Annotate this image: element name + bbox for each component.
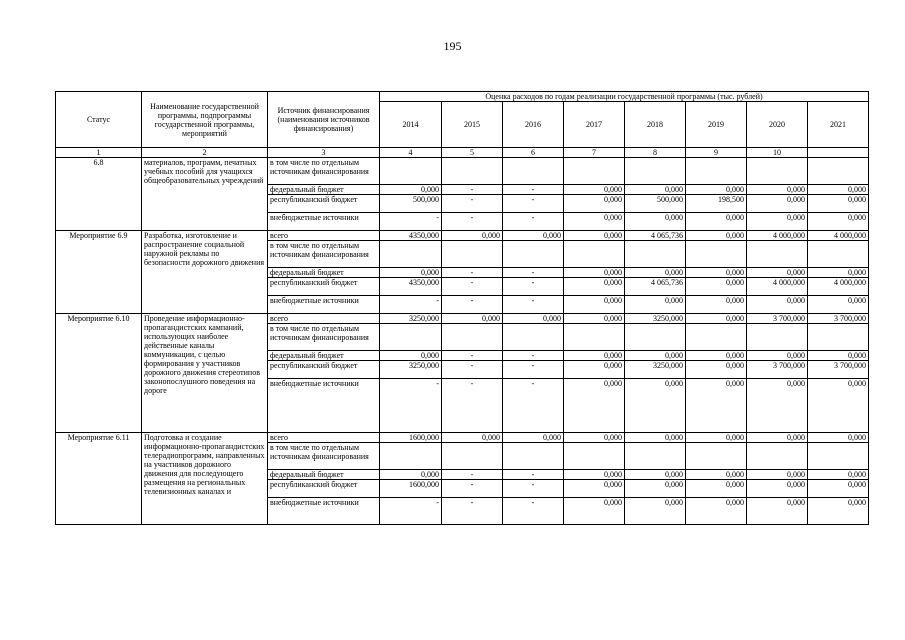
cell-value: - bbox=[503, 213, 564, 231]
table-row bbox=[56, 231, 869, 241]
cell-value bbox=[808, 443, 869, 470]
cell-value: 0,000 bbox=[808, 351, 869, 361]
cell-value: 4 000,000 bbox=[808, 231, 869, 241]
row-name: Проведение информационно-пропагандистских кампаний, использующих наиболее действенные каналы коммуникации, с целью формирования у участников дорожного движения стереотипов законопослушного поведения на дороге bbox=[142, 314, 268, 433]
column-index: 5 bbox=[442, 148, 503, 158]
column-index: 2 bbox=[142, 148, 268, 158]
cell-value: 0,000 bbox=[747, 433, 808, 443]
cell-value: 4350,000 bbox=[380, 231, 442, 241]
row-name: материалов, программ, печатных учебных пособий для учащихся общеобразовательных учреждений bbox=[142, 158, 268, 231]
cell-value: - bbox=[442, 480, 503, 498]
cell-value: 0,000 bbox=[686, 470, 747, 480]
cell-value: - bbox=[442, 185, 503, 195]
cell-value: - bbox=[442, 498, 503, 525]
funding-source: республиканский бюджет bbox=[268, 195, 380, 213]
cell-value: 0,000 bbox=[747, 480, 808, 498]
funding-source: в том числе по отдельным источникам финансирования bbox=[268, 324, 380, 351]
cell-value: 0,000 bbox=[625, 498, 686, 525]
year-header: 2021 bbox=[808, 102, 869, 148]
cell-value: 0,000 bbox=[747, 268, 808, 278]
cell-value: 0,000 bbox=[503, 314, 564, 324]
cell-value: 3 700,000 bbox=[747, 361, 808, 379]
cell-value: 0,000 bbox=[808, 213, 869, 231]
funding-source: республиканский бюджет bbox=[268, 361, 380, 379]
cell-value: 0,000 bbox=[686, 379, 747, 433]
cell-value bbox=[625, 324, 686, 351]
header-source: Источник финансирования (наименования источников финансирования) bbox=[268, 92, 380, 148]
cell-value bbox=[380, 241, 442, 268]
funding-source: республиканский бюджет bbox=[268, 480, 380, 498]
cell-value: 0,000 bbox=[625, 185, 686, 195]
funding-source: федеральный бюджет bbox=[268, 470, 380, 480]
cell-value: 0,000 bbox=[564, 278, 625, 296]
cell-value: 0,000 bbox=[564, 361, 625, 379]
cell-value: 0,000 bbox=[380, 185, 442, 195]
cell-value: 0,000 bbox=[380, 351, 442, 361]
cell-value bbox=[564, 241, 625, 268]
funding-source: в том числе по отдельным источникам финансирования bbox=[268, 158, 380, 185]
cell-value bbox=[380, 158, 442, 185]
cell-value: 0,000 bbox=[625, 433, 686, 443]
year-header: 2016 bbox=[503, 102, 564, 148]
cell-value: 0,000 bbox=[747, 498, 808, 525]
cell-value bbox=[442, 158, 503, 185]
cell-value bbox=[503, 241, 564, 268]
cell-value bbox=[625, 241, 686, 268]
cell-value: - bbox=[442, 379, 503, 433]
cell-value bbox=[686, 443, 747, 470]
cell-value bbox=[686, 241, 747, 268]
cell-value: - bbox=[503, 268, 564, 278]
cell-value: 3250,000 bbox=[380, 361, 442, 379]
funding-source: федеральный бюджет bbox=[268, 351, 380, 361]
year-header: 2018 bbox=[625, 102, 686, 148]
cell-value: 0,000 bbox=[380, 470, 442, 480]
cell-value bbox=[747, 324, 808, 351]
cell-value: 4 065,736 bbox=[625, 231, 686, 241]
cell-value bbox=[747, 158, 808, 185]
cell-value: 0,000 bbox=[625, 296, 686, 314]
cell-value: - bbox=[503, 470, 564, 480]
funding-source: федеральный бюджет bbox=[268, 268, 380, 278]
cell-value: - bbox=[442, 278, 503, 296]
cell-value: 0,000 bbox=[808, 470, 869, 480]
column-index: 8 bbox=[625, 148, 686, 158]
row-status: 6.8 bbox=[56, 158, 142, 231]
table-body bbox=[56, 158, 869, 525]
cell-value: 0,000 bbox=[564, 470, 625, 480]
cell-value: - bbox=[380, 213, 442, 231]
cell-value bbox=[380, 324, 442, 351]
cell-value: 0,000 bbox=[686, 314, 747, 324]
funding-source: республиканский бюджет bbox=[268, 278, 380, 296]
cell-value: 0,000 bbox=[808, 498, 869, 525]
cell-value: 3250,000 bbox=[380, 314, 442, 324]
funding-source: всего bbox=[268, 314, 380, 324]
cell-value: - bbox=[503, 278, 564, 296]
cell-value: - bbox=[503, 379, 564, 433]
header-status: Статус bbox=[56, 92, 142, 148]
cell-value: 0,000 bbox=[747, 379, 808, 433]
cell-value: - bbox=[503, 351, 564, 361]
cell-value bbox=[442, 324, 503, 351]
cell-value: 0,000 bbox=[564, 379, 625, 433]
cell-value bbox=[442, 241, 503, 268]
funding-source: всего bbox=[268, 433, 380, 443]
cell-value: 0,000 bbox=[686, 231, 747, 241]
cell-value: 0,000 bbox=[686, 433, 747, 443]
cell-value bbox=[686, 324, 747, 351]
budget-table bbox=[55, 91, 869, 525]
cell-value bbox=[808, 241, 869, 268]
year-header: 2019 bbox=[686, 102, 747, 148]
column-index: 9 bbox=[686, 148, 747, 158]
cell-value: 0,000 bbox=[747, 185, 808, 195]
table-row bbox=[56, 314, 869, 324]
cell-value: 0,000 bbox=[564, 351, 625, 361]
page-number: 195 bbox=[443, 39, 462, 53]
column-index: 3 bbox=[268, 148, 380, 158]
cell-value: 0,000 bbox=[564, 268, 625, 278]
year-header: 2014 bbox=[380, 102, 442, 148]
cell-value: 0,000 bbox=[503, 433, 564, 443]
cell-value: - bbox=[442, 470, 503, 480]
cell-value: 0,000 bbox=[564, 296, 625, 314]
column-index: 1 bbox=[56, 148, 142, 158]
column-index: 4 bbox=[380, 148, 442, 158]
cell-value: - bbox=[380, 296, 442, 314]
cell-value: 0,000 bbox=[686, 498, 747, 525]
cell-value: 3250,000 bbox=[625, 314, 686, 324]
funding-source: всего bbox=[268, 231, 380, 241]
cell-value bbox=[564, 443, 625, 470]
cell-value: - bbox=[442, 351, 503, 361]
header-name: Наименование государственной программы, подпрограммы государственной программы, мероприятий bbox=[142, 92, 268, 148]
cell-value: 0,000 bbox=[503, 231, 564, 241]
cell-value: - bbox=[380, 379, 442, 433]
cell-value: 0,000 bbox=[686, 268, 747, 278]
column-index: 10 bbox=[747, 148, 808, 158]
cell-value: 3 700,000 bbox=[808, 361, 869, 379]
cell-value: 4 000,000 bbox=[747, 231, 808, 241]
cell-value bbox=[808, 324, 869, 351]
cell-value bbox=[686, 158, 747, 185]
funding-source: внебюджетные источники bbox=[268, 379, 380, 433]
cell-value: 0,000 bbox=[442, 231, 503, 241]
cell-value: 0,000 bbox=[442, 314, 503, 324]
row-status: Мероприятие 6.10 bbox=[56, 314, 142, 433]
cell-value: 0,000 bbox=[625, 213, 686, 231]
table-row bbox=[56, 158, 869, 185]
cell-value bbox=[380, 443, 442, 470]
cell-value: 0,000 bbox=[808, 185, 869, 195]
funding-source: внебюджетные источники bbox=[268, 296, 380, 314]
funding-source: в том числе по отдельным источникам финансирования bbox=[268, 241, 380, 268]
cell-value: 0,000 bbox=[564, 433, 625, 443]
cell-value: 0,000 bbox=[686, 480, 747, 498]
column-index-row bbox=[56, 148, 869, 158]
cell-value: 0,000 bbox=[808, 195, 869, 213]
cell-value: 4 000,000 bbox=[747, 278, 808, 296]
cell-value bbox=[625, 443, 686, 470]
year-header: 2017 bbox=[564, 102, 625, 148]
header-estimate: Оценка расходов по годам реализации государственной программы (тыс. рублей) bbox=[380, 92, 869, 102]
cell-value: - bbox=[380, 498, 442, 525]
cell-value: 1600,000 bbox=[380, 433, 442, 443]
cell-value: - bbox=[503, 498, 564, 525]
cell-value: 0,000 bbox=[808, 379, 869, 433]
cell-value: 0,000 bbox=[564, 498, 625, 525]
cell-value bbox=[747, 241, 808, 268]
cell-value: 0,000 bbox=[747, 351, 808, 361]
cell-value: 3 700,000 bbox=[808, 314, 869, 324]
cell-value bbox=[503, 443, 564, 470]
cell-value bbox=[747, 443, 808, 470]
cell-value: 0,000 bbox=[564, 231, 625, 241]
funding-source: внебюджетные источники bbox=[268, 213, 380, 231]
cell-value: 0,000 bbox=[747, 213, 808, 231]
cell-value: 4350,000 bbox=[380, 278, 442, 296]
cell-value: - bbox=[442, 195, 503, 213]
cell-value: 0,000 bbox=[625, 480, 686, 498]
row-status: Мероприятие 6.11 bbox=[56, 433, 142, 525]
cell-value: 0,000 bbox=[564, 185, 625, 195]
cell-value: 0,000 bbox=[625, 470, 686, 480]
cell-value: 500,000 bbox=[380, 195, 442, 213]
cell-value: - bbox=[442, 213, 503, 231]
cell-value: 0,000 bbox=[808, 433, 869, 443]
cell-value: 0,000 bbox=[686, 361, 747, 379]
cell-value: - bbox=[442, 268, 503, 278]
column-index: 6 bbox=[503, 148, 564, 158]
cell-value: - bbox=[503, 296, 564, 314]
cell-value: - bbox=[442, 361, 503, 379]
cell-value bbox=[625, 158, 686, 185]
year-header: 2015 bbox=[442, 102, 503, 148]
cell-value: 0,000 bbox=[686, 185, 747, 195]
cell-value bbox=[564, 158, 625, 185]
cell-value bbox=[442, 443, 503, 470]
cell-value: 0,000 bbox=[808, 296, 869, 314]
cell-value: 0,000 bbox=[686, 278, 747, 296]
cell-value: 0,000 bbox=[808, 268, 869, 278]
cell-value: 0,000 bbox=[442, 433, 503, 443]
cell-value: 0,000 bbox=[625, 351, 686, 361]
cell-value: 0,000 bbox=[564, 314, 625, 324]
year-header: 2020 bbox=[747, 102, 808, 148]
cell-value: 4 000,000 bbox=[808, 278, 869, 296]
table-row bbox=[56, 433, 869, 443]
cell-value: 198,500 bbox=[686, 195, 747, 213]
cell-value: 0,000 bbox=[686, 213, 747, 231]
cell-value: 0,000 bbox=[686, 351, 747, 361]
funding-source: в том числе по отдельным источникам финансирования bbox=[268, 443, 380, 470]
row-status: Мероприятие 6.9 bbox=[56, 231, 142, 314]
cell-value: 500,000 bbox=[625, 195, 686, 213]
cell-value: 3250,000 bbox=[625, 361, 686, 379]
row-name: Разработка, изготовление и распространение социальной наружной рекламы по безопасности дорожного движения bbox=[142, 231, 268, 314]
cell-value: 0,000 bbox=[564, 480, 625, 498]
cell-value: - bbox=[503, 195, 564, 213]
cell-value: 0,000 bbox=[747, 296, 808, 314]
cell-value: 0,000 bbox=[686, 296, 747, 314]
cell-value: - bbox=[503, 361, 564, 379]
cell-value: 0,000 bbox=[625, 268, 686, 278]
cell-value: 4 065,736 bbox=[625, 278, 686, 296]
cell-value bbox=[808, 158, 869, 185]
cell-value: 0,000 bbox=[564, 213, 625, 231]
cell-value: 0,000 bbox=[747, 470, 808, 480]
cell-value: - bbox=[503, 185, 564, 195]
cell-value: 1600,000 bbox=[380, 480, 442, 498]
funding-source: внебюджетные источники bbox=[268, 498, 380, 525]
cell-value bbox=[503, 158, 564, 185]
column-index: 7 bbox=[564, 148, 625, 158]
column-index bbox=[808, 148, 869, 158]
cell-value: 0,000 bbox=[564, 195, 625, 213]
cell-value: 0,000 bbox=[747, 195, 808, 213]
cell-value: - bbox=[442, 296, 503, 314]
cell-value: 0,000 bbox=[380, 268, 442, 278]
cell-value: 0,000 bbox=[625, 379, 686, 433]
cell-value bbox=[503, 324, 564, 351]
cell-value bbox=[564, 324, 625, 351]
cell-value: - bbox=[503, 480, 564, 498]
row-name: Подготовка и создание информационно-пропагандистских телерадиопрограмм, направленных на участников дорожного движения для последующего размещения на региональных телевизионных каналах и bbox=[142, 433, 268, 525]
funding-source: федеральный бюджет bbox=[268, 185, 380, 195]
cell-value: 3 700,000 bbox=[747, 314, 808, 324]
cell-value: 0,000 bbox=[808, 480, 869, 498]
